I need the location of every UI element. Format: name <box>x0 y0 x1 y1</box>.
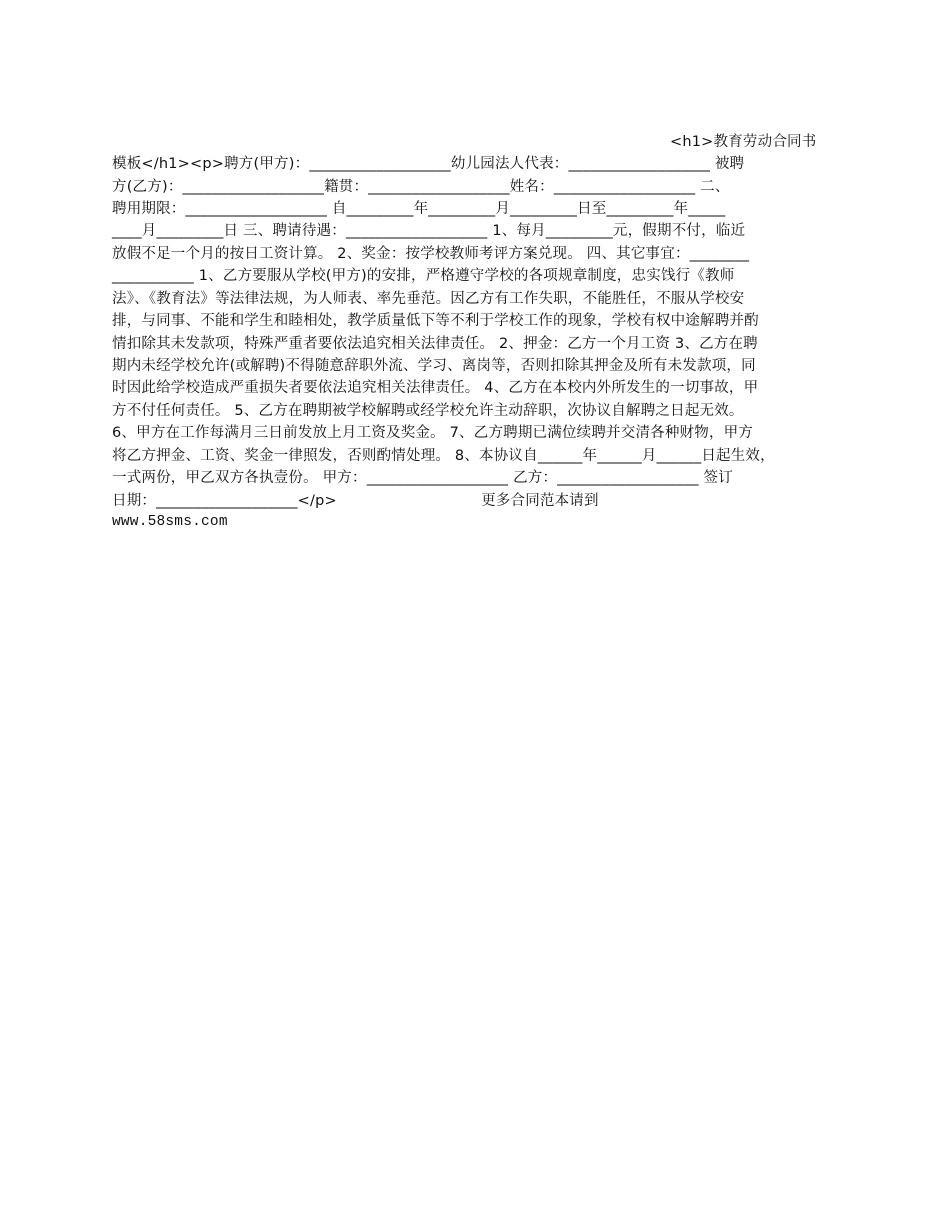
document-line: 方(乙方)：___________________籍贯：___________________姓名：___________________ 二、 <box>112 179 730 195</box>
document-line: 放假不足一个月的按日工资计算。 2、奖金：按学校教师考评方案兑现。 四、其它事宜：________ <box>112 246 750 262</box>
document-line: 6、甲方在工作每满月三日前发放上月工资及奖金。 7、乙方聘期已满位续聘并交清各种财物，甲方 <box>112 425 754 441</box>
document-line: 排，与同事、不能和学生和睦相处，教学质量低下等不利于学校工作的现象，学校有权中途解聘并酌 <box>112 313 759 329</box>
document-line: 日期：___________________</p> 更多合同范本请到 <box>112 493 599 509</box>
document-line: 期内未经学校允许(或解聘)不得随意辞职外流、学习、离岗等，否则扣除其押金及所有未发款项，同 <box>112 358 756 374</box>
document-line: 模板</h1><p>聘方(甲方)：___________________幼儿园法人代表：___________________ 被聘 <box>112 156 745 172</box>
document-line: 情扣除其未发款项，特殊严重者要依法追究相关法律责任。 2、押金：乙方一个月工资 3、乙方在聘 <box>112 336 758 352</box>
document-line: ___________ 1、乙方要服从学校(甲方)的安排，严格遵守学校的各项规章制度，忠实饯行《教师 <box>112 268 735 284</box>
document-line: 聘用期限：___________________ 自_________年_________月_________日至_________年_____ <box>112 201 726 217</box>
website-link[interactable]: www.58sms.com <box>112 514 228 530</box>
document-line: 法》、《教育法》等法律法规，为人师表、率先垂范。因乙方有工作失职，不能胜任，不服从学校安 <box>112 291 745 307</box>
document-line: 将乙方押金、工资、奖金一律照发，否则酌情处理。 8、本协议自______年______月______日起生效， <box>112 448 775 464</box>
document-line: 一式两份，甲乙双方各执壹份。 甲方：___________________ 乙方：___________________ 签订 <box>112 470 733 486</box>
document-line: ____月_________日 三、聘请待遇：___________________ 1、每月_________元，假期不付，临近 <box>112 223 746 239</box>
document-line: 时因此给学校造成严重损失者要依法追究相关法律责任。 4、乙方在本校内外所发生的一切事故，甲 <box>112 380 759 396</box>
document-line: 方不付任何责任。 5、乙方在聘期被学校解聘或经学校允许主动辞职，次协议自解聘之日起无效。 <box>112 403 744 419</box>
document-line-title: <h1>教育劳动合同书 <box>670 134 817 150</box>
